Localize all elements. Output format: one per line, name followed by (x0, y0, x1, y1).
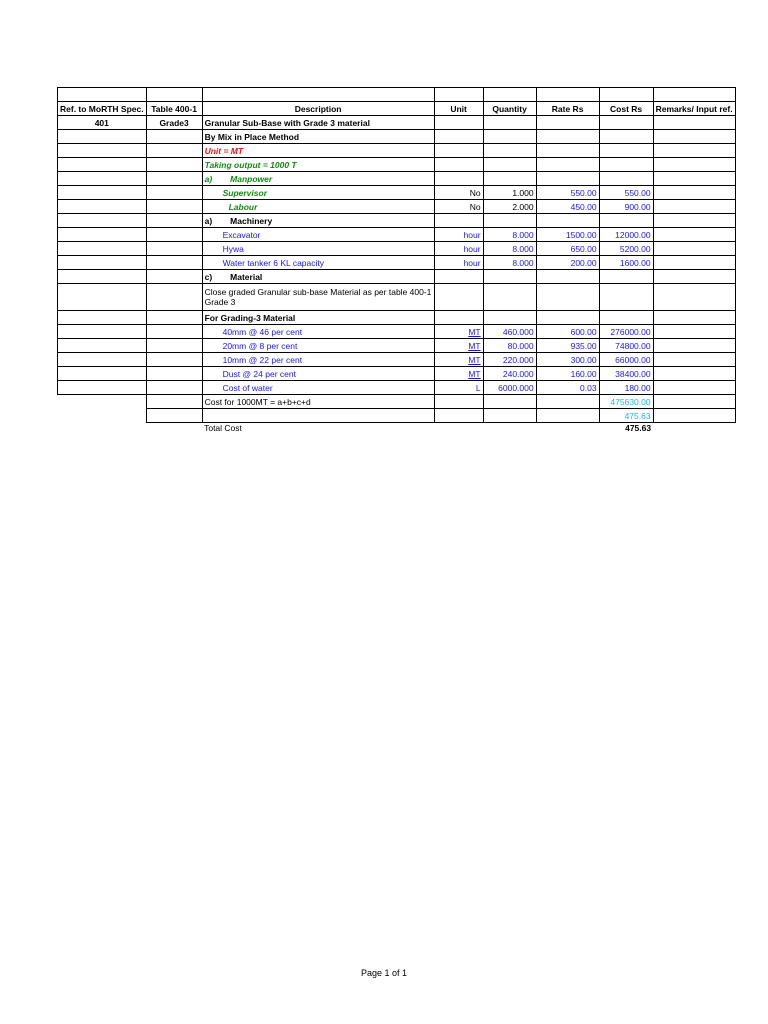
machinery-desc: Excavator (202, 228, 434, 242)
header-unit: Unit (434, 102, 483, 116)
machinery-unit: hour (434, 242, 483, 256)
material-unit: MT (434, 367, 483, 381)
header-quantity: Quantity (483, 102, 536, 116)
material-note: Close graded Granular sub-base Material as per table 400-1 Grade 3 (202, 284, 434, 311)
cost-1000mt-value: 475630.00 (599, 395, 653, 409)
table-row (58, 116, 736, 130)
machinery-cost: 5200.00 (599, 242, 653, 256)
machinery-qty: 8.000 (483, 242, 536, 256)
table-row (58, 214, 736, 228)
material-desc: 40mm @ 46 per cent (202, 325, 434, 339)
material-desc: Cost of water (202, 381, 434, 395)
table-row (58, 311, 736, 325)
material-rate: 600.00 (536, 325, 599, 339)
material-qty: 240.000 (483, 367, 536, 381)
cost-per-unit-value: 475.63 (599, 409, 653, 423)
material-unit: L (434, 381, 483, 395)
grading-heading: For Grading-3 Material (202, 311, 434, 325)
table-row (58, 144, 736, 158)
page-number: Page 1 of 1 (360, 968, 408, 978)
material-cost: 180.00 (599, 381, 653, 395)
material-unit: MT (434, 353, 483, 367)
manpower-rate: 550.00 (536, 186, 599, 200)
material-rate: 935.00 (536, 339, 599, 353)
material-cost: 276000.00 (599, 325, 653, 339)
total-cost-label: Total Cost (204, 423, 242, 433)
machinery-heading: a) Machinery (202, 214, 434, 228)
item-method: By Mix in Place Method (202, 130, 434, 144)
header-table: Table 400-1 (146, 102, 202, 116)
output-line: Taking output = 1000 T (202, 158, 434, 172)
material-desc: 10mm @ 22 per cent (202, 353, 434, 367)
machinery-rate: 650.00 (536, 242, 599, 256)
header-description: Description (202, 102, 434, 116)
machinery-rate: 1500.00 (536, 228, 599, 242)
total-cost-value: 475.63 (625, 423, 652, 433)
header-row (58, 102, 736, 116)
material-rate: 300.00 (536, 353, 599, 367)
item-title: Granular Sub-Base with Grade 3 material (202, 116, 434, 130)
table-row (58, 172, 736, 186)
machinery-cost: 12000.00 (599, 228, 653, 242)
material-qty: 460.000 (483, 325, 536, 339)
material-desc: Dust @ 24 per cent (202, 367, 434, 381)
item-grade: Grade3 (146, 116, 202, 130)
manpower-unit: No (434, 200, 483, 214)
machinery-qty: 8.000 (483, 228, 536, 242)
table-row (58, 130, 736, 144)
material-qty: 6000.000 (483, 381, 536, 395)
material-qty: 80.000 (483, 339, 536, 353)
machinery-qty: 8.000 (483, 256, 536, 270)
manpower-desc: Supervisor (202, 186, 434, 200)
table-row (58, 186, 736, 200)
material-rate: 160.00 (536, 367, 599, 381)
table-row (58, 284, 736, 311)
table-row (58, 353, 736, 367)
manpower-cost: 900.00 (599, 200, 653, 214)
manpower-desc: Labour (202, 200, 434, 214)
material-cost: 38400.00 (599, 367, 653, 381)
table-row (58, 339, 736, 353)
manpower-qty: 2.000 (483, 200, 536, 214)
manpower-heading: a) Manpower (202, 172, 434, 186)
table-row (58, 242, 736, 256)
rate-analysis-table (57, 87, 736, 436)
machinery-unit: hour (434, 256, 483, 270)
header-cost: Cost Rs (599, 102, 653, 116)
table-row (58, 228, 736, 242)
material-unit: MT (434, 325, 483, 339)
machinery-rate: 200.00 (536, 256, 599, 270)
material-unit: MT (434, 339, 483, 353)
cost-formula-label: Cost for 1000MT = a+b+c+d (202, 395, 434, 409)
machinery-cost: 1600.00 (599, 256, 653, 270)
header-remarks: Remarks/ Input ref. (653, 102, 735, 116)
table-row (58, 88, 736, 102)
table-row (58, 270, 736, 284)
total-row (58, 423, 736, 437)
table-row (58, 256, 736, 270)
material-rate: 0.03 (536, 381, 599, 395)
machinery-desc: Water tanker 6 KL capacity (202, 256, 434, 270)
item-ref: 401 (58, 116, 147, 130)
table-row (58, 395, 736, 409)
table-row (58, 200, 736, 214)
manpower-rate: 450.00 (536, 200, 599, 214)
table-row (58, 409, 736, 423)
manpower-unit: No (434, 186, 483, 200)
unit-line: Unit = MT (202, 144, 434, 158)
material-cost: 66000.00 (599, 353, 653, 367)
material-cost: 74800.00 (599, 339, 653, 353)
table-row (58, 367, 736, 381)
manpower-qty: 1.000 (483, 186, 536, 200)
table-row (58, 381, 736, 395)
material-desc: 20mm @ 8 per cent (202, 339, 434, 353)
manpower-cost: 550.00 (599, 186, 653, 200)
machinery-desc: Hywa (202, 242, 434, 256)
header-ref: Ref. to MoRTH Spec. (58, 102, 147, 116)
material-heading: c) Material (202, 270, 434, 284)
table-row (58, 158, 736, 172)
material-qty: 220.000 (483, 353, 536, 367)
machinery-unit: hour (434, 228, 483, 242)
table-row (58, 325, 736, 339)
header-rate: Rate Rs (536, 102, 599, 116)
